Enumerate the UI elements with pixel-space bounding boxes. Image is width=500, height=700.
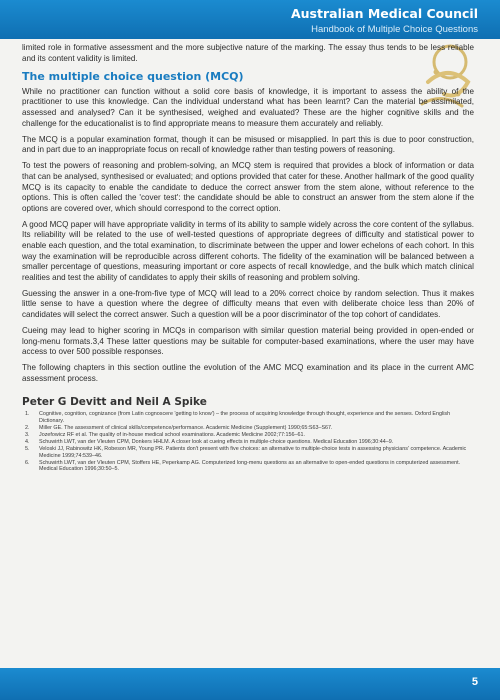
organization-name: Australian Medical Council xyxy=(290,6,478,21)
reference-number: 3. xyxy=(25,432,30,438)
header-bar xyxy=(0,0,500,39)
reference-text: Veloski JJ, Rabinowitz HK, Robeson MR, Young PR. Patients don't present with five choices: an alternative to multiple-choice tests in assessing physicians' competence. Academic Medicine 1999;74:539–46. xyxy=(39,446,467,459)
section-heading: The multiple choice question (MCQ) xyxy=(22,70,244,84)
footer-bar xyxy=(0,668,500,700)
reference-text: Miller GE. The assessment of clinical skills/competence/performance. Academic Medicine (Supplement) 1990;65:S63–S67. xyxy=(39,424,333,431)
reference-item xyxy=(22,460,474,473)
reference-number: 6. xyxy=(25,459,30,466)
intro-paragraph: limited role in formative assessment and the more subjective nature of the marking. The essay thus tends to be less reliable and its content validity is limited. xyxy=(22,43,474,63)
reference-number: 1. xyxy=(25,411,30,418)
reference-text: Jozefowicz RF et al. The quality of in-house medical school examinations. Academic Medicine 2002;77:156–61. xyxy=(39,432,305,438)
reference-item xyxy=(22,411,474,424)
reference-text: Schuwirth LWT, van der Vleuten CPM, Stoffers HE, Peperkamp AG. Computerized long-menu questions as an alternative to open-ended questions in computerized assessment. Medical Education 1996;30:50–5. xyxy=(39,459,461,473)
reference-number: 4. xyxy=(25,439,30,446)
reference-item xyxy=(22,439,474,446)
body-paragraph: To test the powers of reasoning and problem-solving, an MCQ stem is required that provides a block of information or data that can be analysed, synthesised or evaluated; and options provided that cater for these. Another hallmark of the good quality MCQ is its capacity to enable the candidate to deduce the correct answer from the stem alone, without reference to the options. This is often called the 'cover test': the candidate should be able to construct an answer from the stem alone if the options are covered over, which should correspond to the correct option. xyxy=(22,161,474,213)
body-paragraph: While no practitioner can function without a solid core basis of knowledge, it is important to assess the ability of the practitioner to use this knowledge. Can the individual understand what has been learnt? Can the material be assimilated, assessed and analysed? Can it be synthesised, weighed and evaluated? These are the higher cognitive skills and the challenge for the educationalist is to find appropriate means to measure them accurately and reliably. xyxy=(22,86,474,128)
handbook-title: Handbook of Multiple Choice Questions xyxy=(311,24,478,35)
reference-text: Schuwirth LWT, van der Vleuten CPM, Donkers HHLM. A closer look at cueing effects in multiple-choice questions. Medical Education 1996;30:44–9. xyxy=(39,439,394,446)
body-paragraph: Guessing the answer in a one-from-five type of MCQ will lead to a 20% correct choice by random selection. Thus it makes little sense to have a question where the degree of difficulty means that even with deliberate choice less than 20% of candidates will select the correct answer. Such a question will be a poor discriminator of the top cohort of candidates. xyxy=(22,288,474,320)
body-paragraph: The following chapters in this section outline the evolution of the AMC MCQ examination and its place in the current AMC assessment process. xyxy=(22,363,474,384)
reference-item xyxy=(22,425,474,432)
body-paragraph: Cueing may lead to higher scoring in MCQs in comparison with similar question material being provided in open-ended or long-menu formats.3,4 These latter questions may be suitable for computer-based examinations, where the user may have access to over 500 possible responses. xyxy=(22,326,474,357)
body-paragraph: A good MCQ paper will have appropriate validity in terms of its ability to sample widely across the core content of the syllabus. Its reliability will be related to the use of well-tested questions of appropriate degrees of difficulty and statistical power to enable each question, and the total examination, to discriminate between the upper and lower echelons of each cohort. In this way the examination will be reproducible across different cohorts. The fidelity of the examination will be balanced between a smaller percentage of questions, measuring important or core aspects of recall knowledge, and the bulk which match clinical realities and test the ability of candidates to apply their skills of reasoning and problem solving. xyxy=(22,219,474,282)
reference-list xyxy=(22,411,474,473)
authors-line: Peter G Devitt and Neil A Spike xyxy=(22,395,207,408)
page-number: 5 xyxy=(471,676,478,688)
reference-text: Cognitive, cognition, cognizance (from Latin cognoscere 'getting to know') – the process of acquiring knowledge through thought, experience and the senses. Oxford English Dictionary. xyxy=(39,411,451,424)
reference-number: 2. xyxy=(25,424,30,431)
reference-item xyxy=(22,432,474,439)
reference-item xyxy=(22,446,474,459)
main-content xyxy=(22,43,474,474)
reference-number: 5. xyxy=(25,446,30,453)
body-paragraph: The MCQ is a popular examination format, though it can be misused or misapplied. In part this is due to poor construction, and in part due to an inappropriate focus on recall of knowledge rather than testing powers of reasoning. xyxy=(22,134,474,155)
